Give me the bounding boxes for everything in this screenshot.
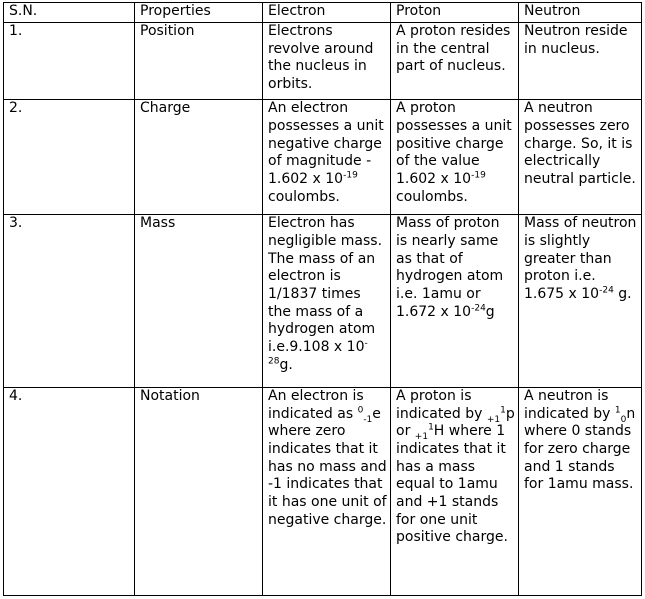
header-proton: Proton	[391, 3, 519, 23]
table-row	[4, 100, 642, 215]
header-neutron: Neutron	[519, 3, 642, 23]
cell-proton: Mass of proton is nearly same as that of hydrogen atom i.e. 1amu or 1.672 x $10^{-24}g$	[391, 215, 519, 388]
cell-sn: 4.	[4, 387, 135, 595]
cell-proton: A proton is indicated by $_{+1}^1$p or $_{+1}^1$H where 1 indicates that it has a mass equal to 1amu and +1 stands for one unit positive charge.	[391, 387, 519, 595]
header-electron: Electron	[263, 3, 391, 23]
cell-property: Charge	[135, 100, 263, 215]
cell-neutron: Mass of neutron is slightly greater than proton i.e. 1.675 x $10^{-24}$ g.	[519, 215, 642, 388]
cell-neutron: A neutron is indicated by $^1_0$n where 0 stands for zero charge and 1 stands for 1amu mass.	[519, 387, 642, 595]
cell-neutron: Neutron reside in nucleus.	[519, 23, 642, 100]
cell-electron: Electron has negligible mass. The mass of an electron is 1/1837 times the mass of a hydrogen atom i.e.9.108 x $10^{-28}g$.	[263, 215, 391, 388]
properties-table	[3, 2, 642, 596]
cell-property: Mass	[135, 215, 263, 388]
table-row	[4, 215, 642, 388]
cell-electron: Electrons revolve around the nucleus in orbits.	[263, 23, 391, 100]
cell-electron: An electron possesses a unit negative charge of magnitude - 1.602 x $10^{-19}$ coulombs.	[263, 100, 391, 215]
cell-property: Position	[135, 23, 263, 100]
header-properties: Properties	[135, 3, 263, 23]
header-row	[4, 3, 642, 23]
cell-sn: 3.	[4, 215, 135, 388]
cell-neutron: A neutron possesses zero charge. So, it is electrically neutral particle.	[519, 100, 642, 215]
cell-property: Notation	[135, 387, 263, 595]
table-row	[4, 387, 642, 595]
cell-proton: A proton resides in the central part of nucleus.	[391, 23, 519, 100]
cell-sn: 1.	[4, 23, 135, 100]
cell-proton: A proton possesses a unit positive charge of the value 1.602 x $10^{-19}$ coulombs.	[391, 100, 519, 215]
cell-electron: An electron is indicated as $^0_{-1}$e where zero indicates that it has no mass and -1 indicates that it has one unit of negative charge.	[263, 387, 391, 595]
cell-sn: 2.	[4, 100, 135, 215]
table-row	[4, 23, 642, 100]
header-sn: S.N.	[4, 3, 135, 23]
